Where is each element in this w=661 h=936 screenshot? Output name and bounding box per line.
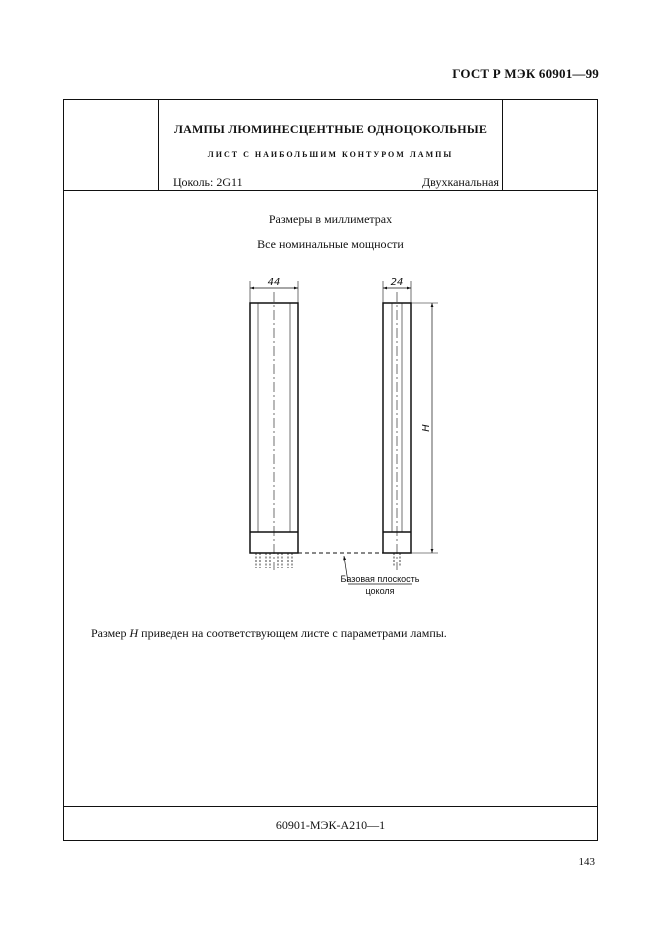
sheet-subtitle: ЛИСТ С НАИБОЛЬШИМ КОНТУРОМ ЛАМПЫ: [207, 150, 454, 159]
side-view: [383, 277, 438, 570]
standard-header: ГОСТ Р МЭК 60901—99: [452, 66, 599, 81]
note-prefix: Размер: [91, 626, 130, 640]
base-plane-label-line2: цоколя: [365, 586, 395, 596]
powers-note: Все номинальные мощности: [257, 237, 404, 251]
sheet-title: ЛАМПЫ ЛЮМИНЕСЦЕНТНЫЕ ОДНОЦОКОЛЬНЫЕ: [173, 122, 488, 136]
height-label: H: [421, 424, 432, 432]
front-view: [250, 277, 298, 570]
front-width-label: 44: [267, 277, 281, 288]
note-suffix: приведен на соответствующем листе с параметрами лампы.: [138, 626, 447, 640]
page-number: 143: [578, 856, 595, 868]
lamp-base: Цоколь: 2G11: [173, 175, 243, 189]
note-symbol: H: [129, 626, 139, 640]
lamp-type: Двухканальная: [422, 175, 499, 189]
units-note: Размеры в миллиметрах: [268, 212, 393, 226]
side-width-label: 24: [390, 277, 404, 288]
base-plane-label-line1: Базовая плоскость: [340, 574, 420, 584]
sheet-code: 60901-МЭК-A210—1: [275, 818, 386, 832]
